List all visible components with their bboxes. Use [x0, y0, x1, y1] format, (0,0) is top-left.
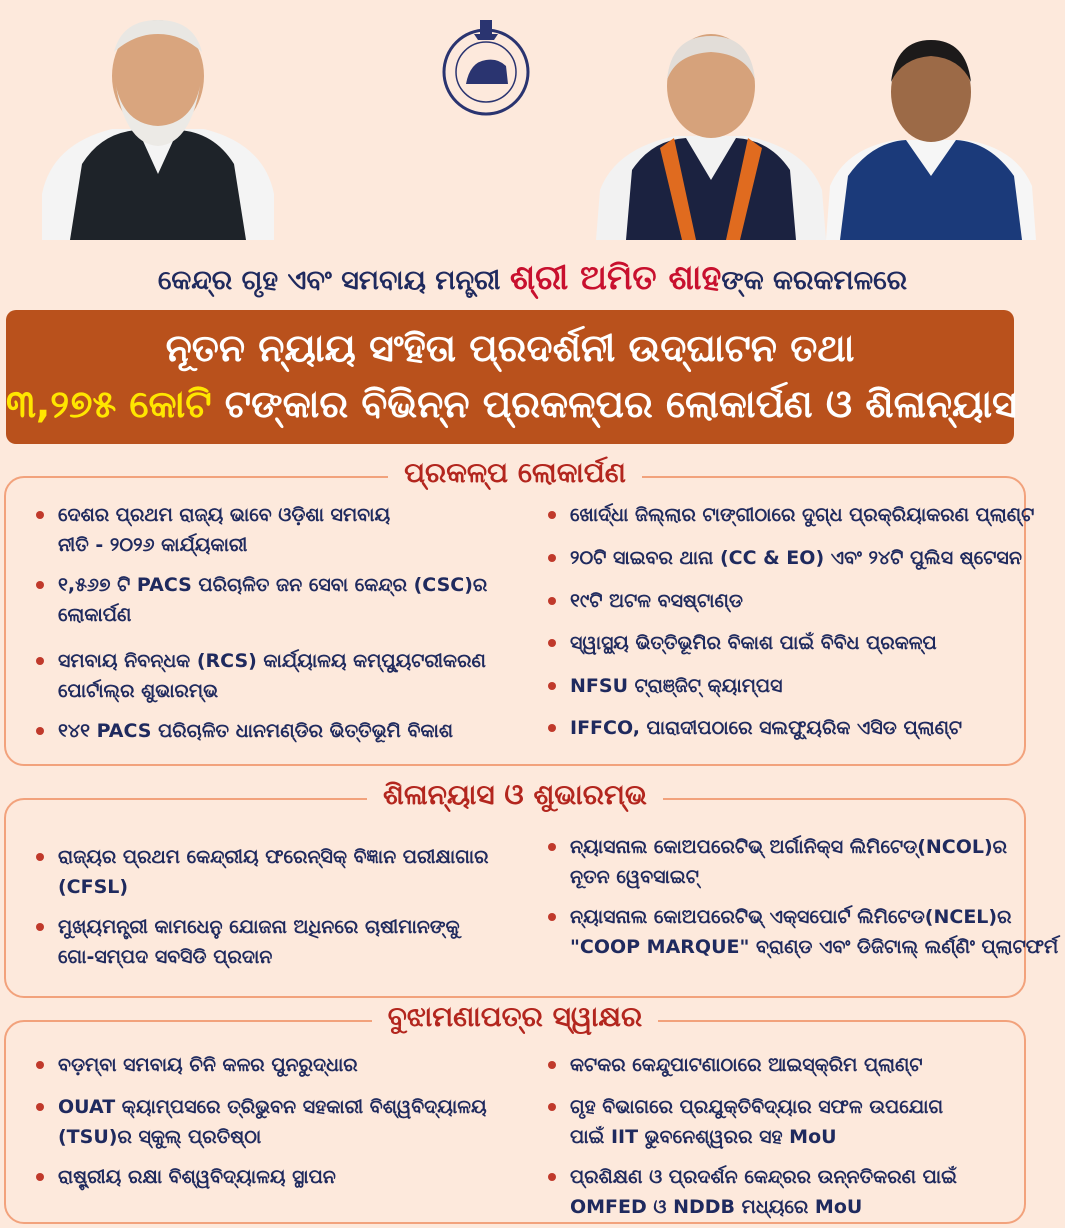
list-item-text: ସ୍ୱାସ୍ଥ୍ୟ ଭିତ୍ତିଭୂମିର ବିକାଶ ପାଇଁ ବିବିଧ ପ୍ରକଳ୍ପ	[570, 632, 937, 654]
list-item	[58, 570, 487, 630]
list-item	[58, 646, 486, 706]
list-item-text: OMFED ଓ NDDB ମଧ୍ୟରେ MoU	[570, 1196, 863, 1218]
tagline-suffix: ଙ୍କ କରକମଳରେ	[721, 265, 908, 296]
list-item-text: କଟକର କେନ୍ଦୁପାଟଣାଠାରେ ଆଇସ୍‌କ୍ରିମ ପ୍ଲାଣ୍ଟ	[570, 1054, 923, 1076]
list-item	[58, 912, 460, 972]
list-item	[570, 586, 743, 616]
banner-line-2-rest: ଟଙ୍କାର ବିଭିନ୍ନ ପ୍ରକଳ୍ପର ଲୋକାର୍ପଣ ଓ ଶିଳାନ୍ୟାସ	[211, 382, 1017, 426]
list-item	[570, 1092, 943, 1152]
list-item-text: ନୂତନ ୱେବସାଇଟ୍	[570, 866, 699, 888]
list-item-text: ନୀତି - ୨୦୨୬ କାର୍ଯ୍ୟକାରୀ	[58, 534, 248, 556]
section-mou	[4, 1000, 1026, 1224]
headline-banner	[6, 310, 1017, 444]
list-item-text: ଖୋର୍ଦ୍ଧା ଜିଲ୍ଲାର ଟାଙ୍ଗୀଠାରେ ଦୁଗ୍ଧ ପ୍ରକ୍ରିୟାକରଣ ପ୍ଲାଣ୍ଟ	[570, 504, 1035, 526]
list-item-text: ୧୪୧ PACS ପରିଚାଳିତ ଧାନମଣ୍ଡିର ଭିତ୍ତିଭୂମି ବିକାଶ	[58, 720, 453, 742]
portrait-left	[42, 14, 274, 240]
portrait-center	[596, 30, 826, 240]
odisha-government-emblem-icon	[436, 14, 536, 122]
section-foundation	[4, 778, 1059, 998]
list-item-text: "COOP MARQUE" ବ୍ରାଣ୍ଡ ଏବଂ ଡିଜିଟାଲ୍ ଲର୍ଣ୍ଣିଂ ପ୍ଲାଟଫର୍ମ	[570, 936, 1059, 958]
list-item-text: ରାଷ୍ଟ୍ରୀୟ ରକ୍ଷା ବିଶ୍ୱବିଦ୍ୟାଳୟ ସ୍ଥାପନ	[58, 1166, 336, 1188]
list-item-text: ଗୃହ ବିଭାଗରେ ପ୍ରଯୁକ୍ତିବିଦ୍ୟାର ସଫଳ ଉପଯୋଗ	[570, 1096, 944, 1118]
list-item	[58, 1050, 358, 1080]
list-item-text: NFSU ଟ୍ରାଞ୍ଜିଟ୍ କ୍ୟାମ୍ପସ	[570, 675, 783, 697]
section-title: ଶିଳାନ୍ୟାସ ଓ ଶୁଭାରମ୍ଭ	[6, 778, 1024, 812]
list-item	[570, 1162, 957, 1222]
list-item-text: ଲୋକାର୍ପଣ	[58, 604, 132, 626]
section-title: ବୁଝାମଣାପତ୍ର ସ୍ୱାକ୍ଷର	[6, 1000, 1024, 1034]
list-item-text: OUAT କ୍ୟାମ୍ପସରେ ତ୍ରିଭୁବନ ସହକାରୀ ବିଶ୍ୱବିଦ୍ୟାଳୟ	[58, 1096, 487, 1118]
list-item	[58, 842, 489, 902]
list-item	[570, 902, 1058, 962]
list-item	[58, 716, 453, 746]
tagline-name: ଶ୍ରୀ ଅମିତ ଶାହ	[509, 258, 722, 298]
list-item-text: ୧,୫୬୭ ଟି PACS ପରିଚାଳିତ ଜନ ସେବା କେନ୍ଦ୍ର (CSC)ର	[58, 574, 488, 596]
list-item-text: ୨୦ଟି ସାଇବର ଥାନା (CC & EO) ଏବଂ ୨୪ଟି ପୁଲିସ ଷ୍ଟେସନ	[570, 547, 1022, 569]
list-item	[570, 713, 962, 743]
list-item	[58, 1092, 487, 1152]
banner-line-1: ନୂତନ ନ୍ୟାୟ ସଂହିତା ପ୍ରଦର୍ଶନୀ ଉଦ୍‌ଘାଟନ ତଥା	[165, 326, 855, 370]
banner-amount: ୩,୨୭୫ କୋଟି	[6, 382, 212, 426]
list-item-text: ଦେଶର ପ୍ରଥମ ରାଜ୍ୟ ଭାବେ ଓଡ଼ିଶା ସମବାୟ	[58, 504, 391, 526]
list-item-text: ଗୋ-ସମ୍ପଦ ସବସିଡି ପ୍ରଦାନ	[58, 946, 273, 968]
list-item-text: ରାଜ୍ୟର ପ୍ରଥମ କେନ୍ଦ୍ରୀୟ ଫରେନ୍‌ସିକ୍ ବିଜ୍ଞାନ ପରୀକ୍ଷାଗାର	[58, 846, 489, 868]
list-item	[58, 1162, 336, 1192]
list-item	[570, 628, 937, 658]
list-item-text: (CFSL)	[58, 876, 129, 898]
list-item	[570, 832, 1007, 892]
portrait-right	[826, 36, 1036, 240]
list-item-text: (TSU)ର ସ୍କୁଲ୍ ପ୍ରତିଷ୍ଠା	[58, 1126, 262, 1148]
list-item-text: ୧୯ଟି ଅଟଳ ବସଷ୍ଟାଣ୍ଡ	[570, 590, 743, 612]
list-item-text: ପ୍ରଶିକ୍ଷଣ ଓ ପ୍ରଦର୍ଶନ କେନ୍ଦ୍ରର ଉନ୍ନତିକରଣ ପାଇଁ	[570, 1166, 957, 1188]
tagline	[0, 258, 1065, 298]
list-item	[570, 543, 1022, 573]
list-item	[570, 500, 1034, 530]
list-item-text: ପାଇଁ IIT ଭୁବନେଶ୍ୱରର ସହ MoU	[570, 1126, 837, 1148]
list-item	[58, 500, 390, 560]
list-item	[570, 1050, 923, 1080]
section-title: ପ୍ରକଳ୍ପ ଲୋକାର୍ପଣ	[6, 456, 1024, 490]
list-item-text: ସମବାୟ ନିବନ୍ଧକ (RCS) କାର୍ଯ୍ୟାଳୟ କମ୍ପ୍ୟୁଟରୀକରଣ	[58, 650, 486, 672]
list-item-text: ନ୍ୟାସନାଲ କୋଅପରେଟିଭ୍ ଅର୍ଗାନିକ୍ସ ଲିମିଟେଡ୍(NCOL)ର	[570, 836, 1008, 858]
list-item-text: IFFCO, ପାରାଦୀପଠାରେ ସଲଫ୍ୟୁରିକ ଏସିଡ ପ୍ଲାଣ୍ଟ	[570, 717, 963, 739]
list-item-text: ବଡ଼ମ୍ବା ସମବାୟ ଚିନି କଳର ପୁନରୁଦ୍ଧାର	[58, 1054, 358, 1076]
list-item-text: ପୋର୍ଟାଲ୍‌ର ଶୁଭାରମ୍ଭ	[58, 680, 219, 702]
banner-line-2	[6, 382, 1017, 427]
list-item-text: ମୁଖ୍ୟମନ୍ତ୍ରୀ କାମଧେନୁ ଯୋଜନା ଅଧିନରେ ଚାଷୀମାନଙ୍କୁ	[58, 916, 460, 938]
list-item	[570, 671, 783, 701]
section-inauguration	[4, 456, 1035, 766]
list-item-text: ନ୍ୟାସନାଲ କୋଅପରେଟିଭ୍ ଏକ୍ସପୋର୍ଟ ଲିମିଟେଡ(NCEL)ର	[570, 906, 1012, 928]
tagline-prefix: କେନ୍ଦ୍ର ଗୃହ ଏବଂ ସମବାୟ ମନ୍ତ୍ରୀ	[157, 265, 510, 296]
